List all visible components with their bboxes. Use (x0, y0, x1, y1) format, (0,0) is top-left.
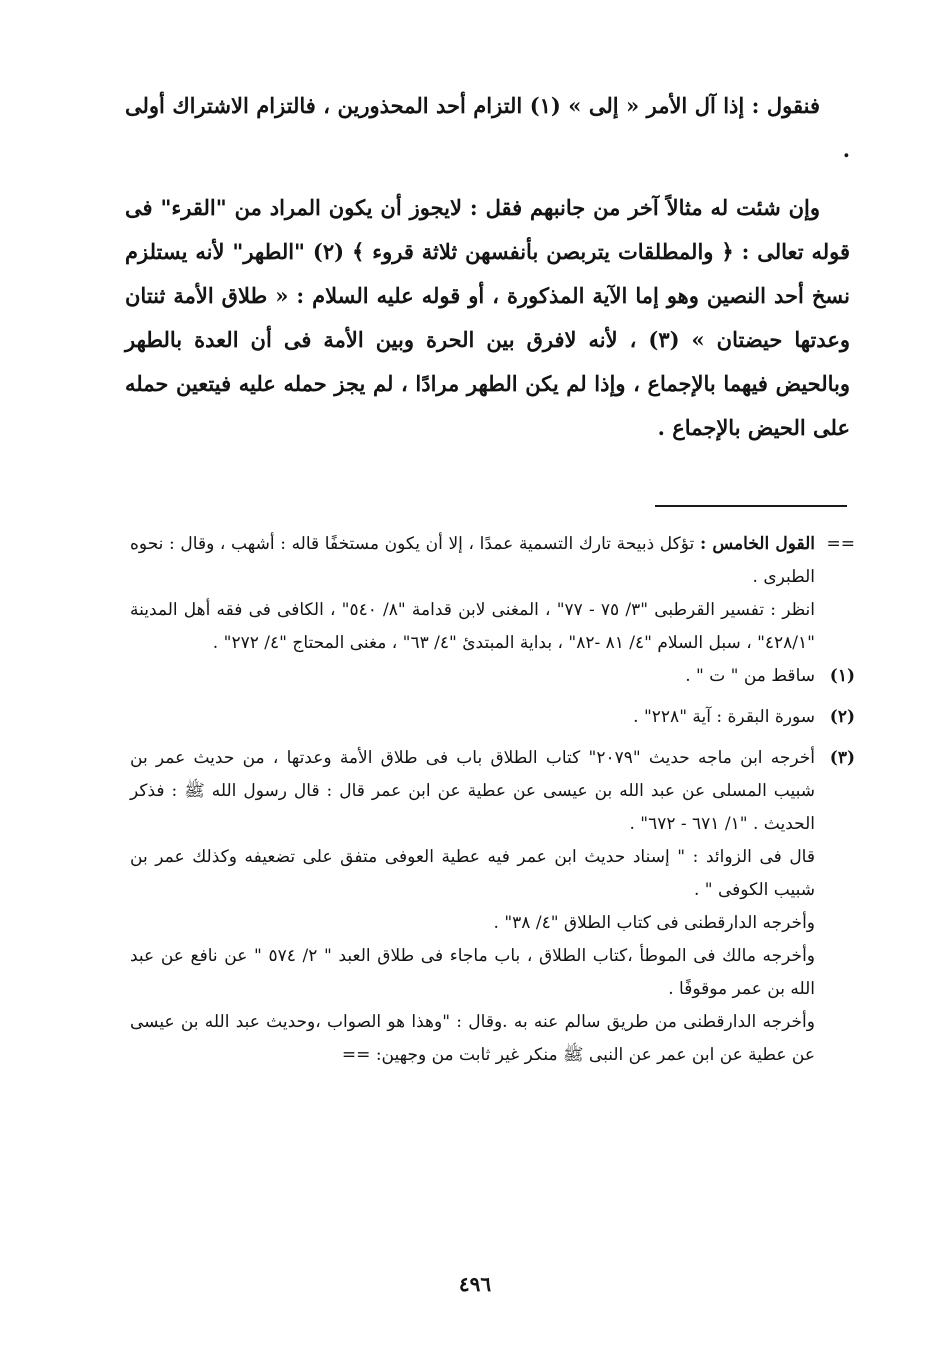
page-number: ٤٩٦ (458, 1272, 492, 1296)
footnote-1-text: ساقط من " ت " . (685, 666, 815, 686)
main-paragraph-1: فنقول : إذا آل الأمر « إلى » (١) التزام أحد المحذورين ، فالتزام الاشتراك أولى . (125, 93, 850, 162)
footnote-1 (130, 660, 855, 693)
footnote-divider (655, 505, 847, 507)
footnote-3-text: أخرجه ابن ماجه حديث "٢٠٧٩" كتاب الطلاق باب فى طلاق الأمة وعدتها ، من حديث عمر بن شبيب المسلى عن عبد الله بن عيسى عن عطية عن ابن عمر قال : قال رسول الله ﷺ : فذكر الحديث . "١/ ٦٧١ - ٦٧٢" . (130, 748, 815, 834)
footnote-3-daraqutni: وأخرجه الدارقطنى فى كتاب الطلاق "٤/ ٣٨" . (493, 913, 815, 933)
footnote-2-number: (٢) (829, 707, 855, 727)
footnote-3-zawaid: قال فى الزوائد : " إسناد حديث ابن عمر فيه عطية العوفى متفق على تضعيفه وكذلك عمر بن شبيب الكوفى " . (130, 847, 815, 900)
footnote-3-daraqutni-2: وأخرجه الدارقطنى من طريق سالم عنه به .وقال : "وهذا هو الصواب ،وحديث عبد الله بن عيسى عن عطية عن ابن عمر عن النبى ﷺ منكر غير ثابت من وجهين: == (130, 1012, 815, 1065)
continued-note-label: القول الخامس : (699, 534, 816, 554)
continuation-marker: == (826, 534, 855, 554)
main-paragraph-2: وإن شئت له مثالاً آخر من جانبهم فقل : لايجوز أن يكون المراد من "القرء" فى قوله تعالى : ﴿ والمطلقات يتربصن بأنفسهن ثلاثة قروء ﴾ (٢) "الطهر" لأنه يستلزم نسخ أحد النصين وهو إما الآية المذكورة ، أو قوله عليه السلام : « طلاق الأمة ثنتان وعدتها حيضتان » (٣) ، لأنه لافرق بين الحرة وبين الأمة فى أن العدة بالطهر وبالحيض فيهما بالإجماع ، وإذا لم يكن الطهر مرادًا ، لم يجز حمله عليه فيتعين حمله على الحيض بالإجماع . (125, 195, 850, 440)
footnote-2 (130, 701, 855, 734)
footnotes (130, 528, 855, 1072)
references-note: انظر : تفسير القرطبى "٣/ ٧٥ - ٧٧" ، المغنى لابن قدامة "٨/ ٥٤٠" ، الكافى فى فقه أهل المدينة "٤٢٨/١" ، سبل السلام "٤/ ٨١ -٨٢" ، بداية المبتدئ "٤/ ٦٣" ، مغنى المحتاج "٤/ ٢٧٢" . (130, 600, 815, 653)
footnote-2-text: سورة البقرة : آية "٢٢٨" . (633, 707, 815, 727)
main-text (125, 84, 850, 450)
footnote-3 (130, 742, 855, 841)
footnote-1-number: (١) (829, 666, 855, 686)
continued-note-text: تؤكل ذبيحة تارك التسمية عمدًا ، إلا أن يكون مستخفًا قاله : أشهب ، وقال : نحوه الطبرى . (130, 534, 815, 587)
footnote-3-number: (٣) (829, 748, 855, 768)
continued-note (130, 528, 855, 594)
footnote-3-malik: وأخرجه مالك فى الموطأ ،كتاب الطلاق ، باب ماجاء فى طلاق العبد " ٢/ ٥٧٤ " عن نافع عن عبد الله بن عمر موقوفًا . (130, 946, 816, 999)
